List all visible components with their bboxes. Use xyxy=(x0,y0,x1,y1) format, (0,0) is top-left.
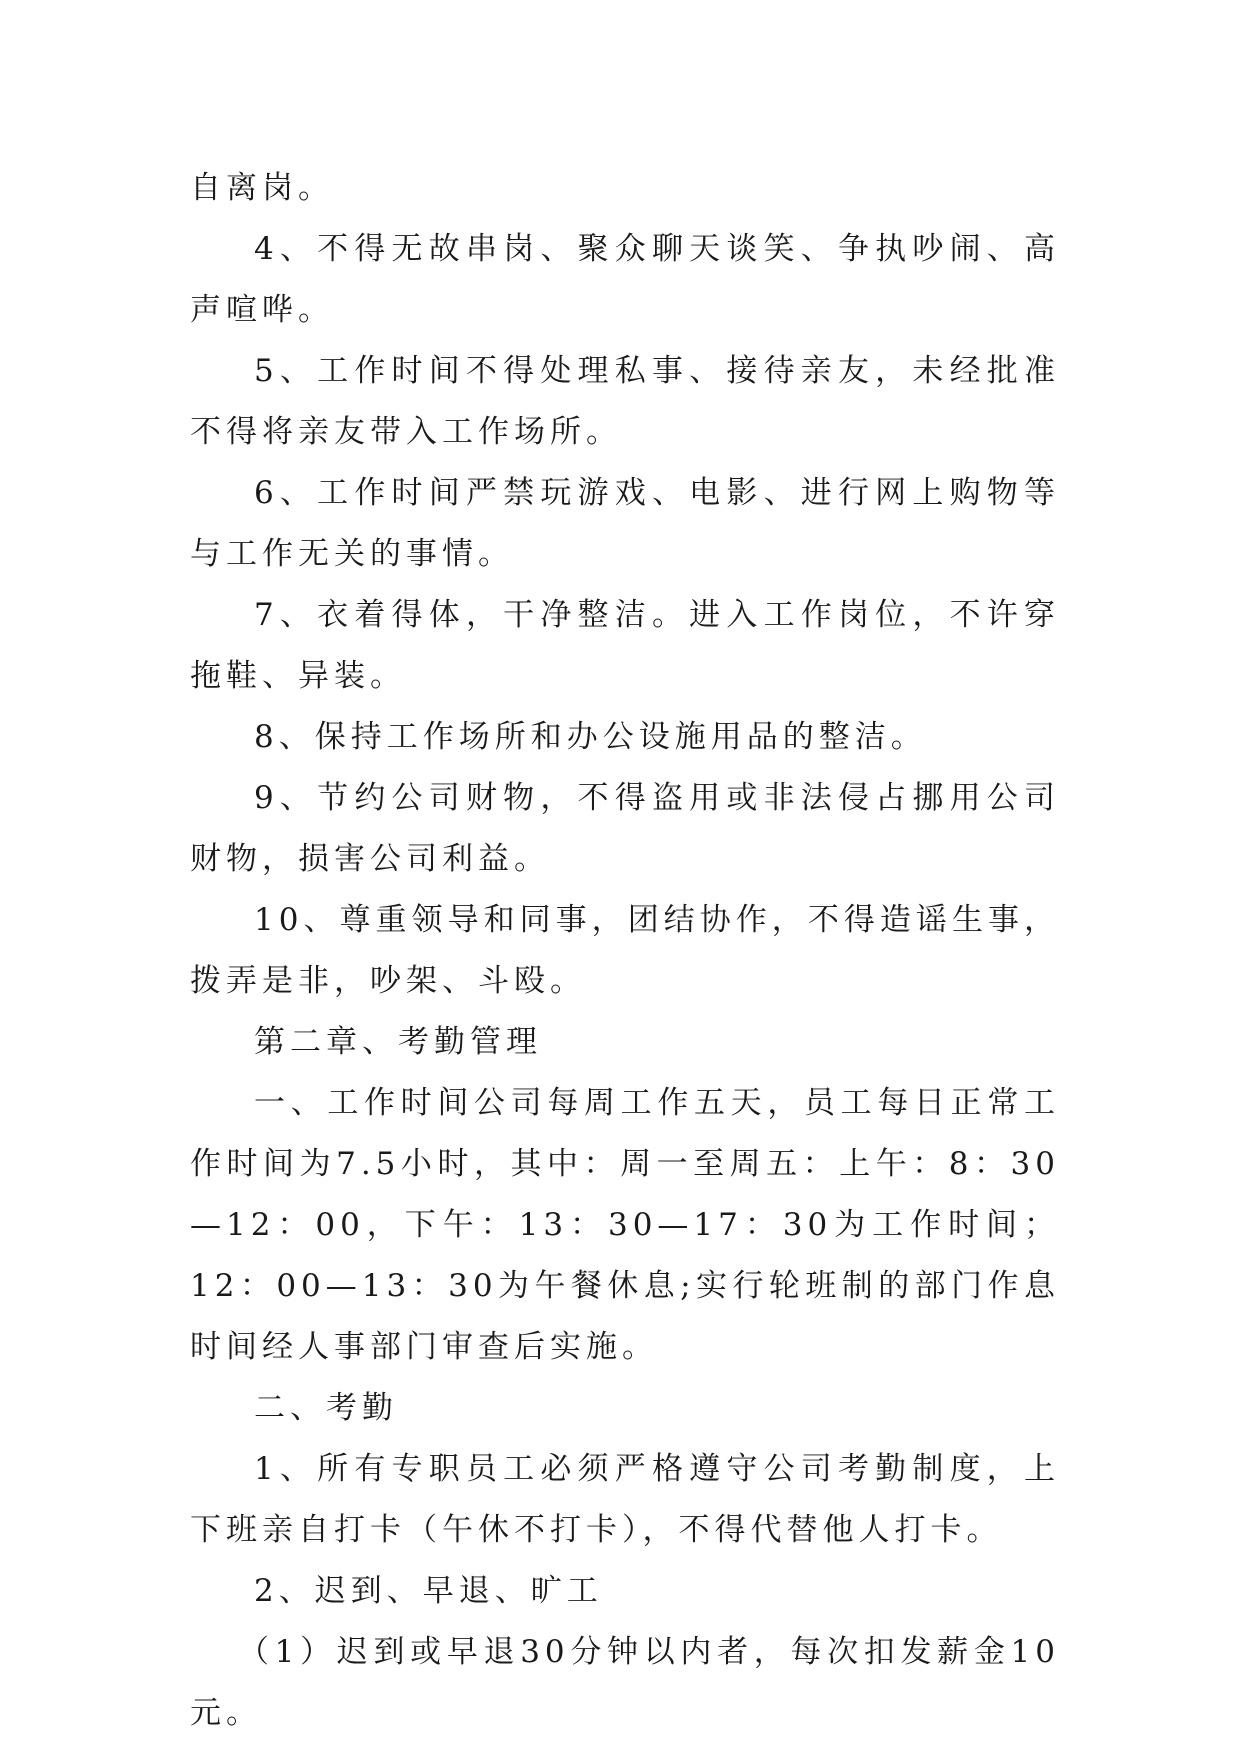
rule-item-7: 7、衣着得体，干净整洁。进入工作岗位，不许穿拖鞋、异装。 xyxy=(190,597,1060,694)
section-working-hours: 一、工作时间公司每周工作五天，员工每日正常工作时间为7.5小时，其中：周一至周五：上午：8：30—12：00，下午：13：30—17：30为工作时间；12：00—13：30为午餐休息;实行轮班制的部门作息时间经人事部门审查后实施。 xyxy=(190,1085,1060,1365)
attendance-subitem-1: （1）迟到或早退30分钟以内者，每次扣发薪金10元。 xyxy=(190,1634,1060,1731)
attendance-item-2: 2、迟到、早退、旷工 xyxy=(254,1573,603,1609)
chapter-heading: 第二章、考勤管理 xyxy=(254,1024,542,1060)
rule-item-5: 5、工作时间不得处理私事、接待亲友，未经批准不得将亲友带入工作场所。 xyxy=(190,353,1060,450)
document-body xyxy=(190,158,1060,1744)
paragraph-continuation: 自离岗。 xyxy=(190,170,334,206)
rule-item-4: 4、不得无故串岗、聚众聊天谈笑、争执吵闹、高声喧哗。 xyxy=(190,231,1060,328)
rule-item-6: 6、工作时间严禁玩游戏、电影、进行网上购物等与工作无关的事情。 xyxy=(190,475,1060,572)
rule-item-9: 9、节约公司财物，不得盗用或非法侵占挪用公司财物，损害公司利益。 xyxy=(190,780,1060,877)
rule-item-10: 10、尊重领导和同事，团结协作，不得造谣生事，拨弄是非，吵架、斗殴。 xyxy=(190,902,1060,999)
section-heading-attendance: 二、考勤 xyxy=(254,1390,398,1426)
rule-item-8: 8、保持工作场所和办公设施用品的整洁。 xyxy=(254,719,927,755)
attendance-item-1: 1、所有专职员工必须严格遵守公司考勤制度，上下班亲自打卡（午休不打卡），不得代替他人打卡。 xyxy=(190,1451,1060,1548)
